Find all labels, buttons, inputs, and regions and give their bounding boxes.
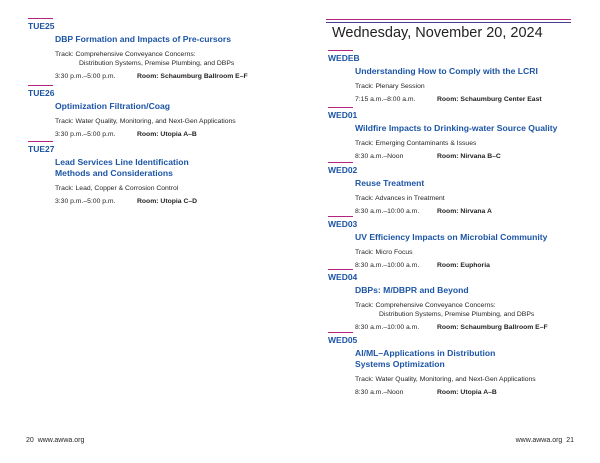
session-rule <box>328 162 353 163</box>
session-time-room <box>355 323 548 332</box>
session-title <box>355 232 547 243</box>
session-time: 8:30 a.m.–10:00 a.m. <box>355 324 420 331</box>
session-time-room <box>355 152 557 161</box>
session-time-room <box>55 197 197 206</box>
session-track-label: Track: Water Quality, Monitoring, and Next-Gen Applications <box>55 118 236 125</box>
page-number: 20 <box>26 437 34 444</box>
session-track <box>355 139 557 148</box>
session-wed05 <box>328 332 536 397</box>
session-track-label: Track: Plenary Session <box>355 83 425 90</box>
session-code: WED03 <box>328 219 358 229</box>
session-track <box>355 375 536 384</box>
session-wed03 <box>328 216 547 270</box>
session-time-room <box>55 72 248 81</box>
session-track-label: Track: Lead, Copper & Corrosion Control <box>55 185 179 192</box>
session-title <box>55 34 248 45</box>
session-rule <box>328 50 353 51</box>
session-wedeb <box>328 50 542 104</box>
session-wed01 <box>328 107 557 161</box>
session-track-label: Track: Emerging Contaminants & Issues <box>355 140 477 147</box>
session-wed02 <box>328 162 492 216</box>
session-room: Room: Utopia A–B <box>137 131 197 138</box>
footer-url: www.awwa.org <box>37 437 85 444</box>
session-track <box>355 301 548 319</box>
session-track-label: Track: Water Quality, Monitoring, and Next-Gen Applications <box>355 376 536 383</box>
session-title-line: Understanding How to Comply with the LCRI <box>355 66 538 76</box>
session-track-label: Track: Comprehensive Conveyance Concerns: <box>55 51 196 58</box>
session-title <box>355 285 548 296</box>
session-title <box>55 157 197 179</box>
session-tue27 <box>28 141 197 206</box>
right-page <box>300 0 600 463</box>
session-code: WEDEB <box>328 53 360 63</box>
session-room: Room: Nirvana A <box>437 208 492 215</box>
day-header-rules <box>326 19 571 23</box>
session-rule <box>28 18 53 19</box>
session-title <box>355 66 542 77</box>
session-title-line: Lead Services Line Identification <box>55 157 189 167</box>
session-time: 8:30 a.m.–Noon <box>355 153 404 160</box>
session-code: TUE26 <box>28 88 55 98</box>
session-title-line: Optimization Filtration/Coag <box>55 101 171 111</box>
session-track-continued: Distribution Systems, Premise Plumbing, and DBPs <box>79 60 235 67</box>
session-time: 8:30 a.m.–10:00 a.m. <box>355 262 420 269</box>
session-title-line: UV Efficiency Impacts on Microbial Community <box>355 232 548 242</box>
session-rule <box>28 141 53 142</box>
footer-right <box>516 437 574 444</box>
session-title-line: DBPs: M/DBPR and Beyond <box>355 285 469 295</box>
session-track <box>355 82 542 91</box>
session-room: Room: Schaumburg Ballroom E–F <box>437 324 548 331</box>
session-room: Room: Schaumburg Ballroom E–F <box>137 73 248 80</box>
footer-url: www.awwa.org <box>515 437 563 444</box>
session-rule <box>28 85 53 86</box>
session-time: 3:30 p.m.–5:00 p.m. <box>55 73 116 80</box>
session-rule <box>328 216 353 217</box>
session-time: 8:30 a.m.–10:00 a.m. <box>355 208 420 215</box>
day-rule-magenta <box>326 19 571 20</box>
session-rule <box>328 107 353 108</box>
session-rule <box>328 269 353 270</box>
session-wed04 <box>328 269 548 332</box>
session-room: Room: Utopia A–B <box>437 389 497 396</box>
session-title-line: Reuse Treatment <box>355 178 425 188</box>
session-track <box>55 50 248 68</box>
session-room: Room: Nirvana B–C <box>437 153 501 160</box>
session-time: 7:15 a.m.–8:00 a.m. <box>355 96 416 103</box>
session-room: Room: Schaumburg Center East <box>437 96 542 103</box>
session-track-label: Track: Advances in Treatment <box>355 195 445 202</box>
session-track-continued: Distribution Systems, Premise Plumbing, and DBPs <box>379 311 535 318</box>
session-track <box>55 184 197 193</box>
session-time-room <box>55 130 236 139</box>
session-title <box>55 101 236 112</box>
session-title-line: AI/ML–Applications in Distribution <box>355 348 496 358</box>
session-title-line: Systems Optimization <box>355 359 445 369</box>
session-title <box>355 123 557 134</box>
session-room: Room: Utopia C–D <box>137 198 198 205</box>
session-code: WED02 <box>328 165 358 175</box>
session-code: TUE25 <box>28 21 55 31</box>
session-title-line: DBP Formation and Impacts of Pre-cursors <box>55 34 232 44</box>
session-title-line: Wildfire Impacts to Drinking-water Source Quality <box>355 123 558 133</box>
session-time: 8:30 a.m.–Noon <box>355 389 404 396</box>
session-track <box>355 248 547 257</box>
footer-left <box>26 437 84 444</box>
session-track-label: Track: Comprehensive Conveyance Concerns: <box>355 302 496 309</box>
session-time-room <box>355 95 542 104</box>
day-rule-purple <box>326 22 571 23</box>
page-number: 21 <box>566 437 574 444</box>
day-title: Wednesday, November 20, 2024 <box>332 25 543 41</box>
session-track-label: Track: Micro Focus <box>355 249 413 256</box>
session-title-line: Methods and Considerations <box>55 168 173 178</box>
session-time: 3:30 p.m.–5:00 p.m. <box>55 198 116 205</box>
session-code: TUE27 <box>28 144 55 154</box>
session-time-room <box>355 207 492 216</box>
session-tue25 <box>28 18 248 81</box>
session-room: Room: Euphoria <box>437 262 490 269</box>
session-time-room <box>355 388 536 397</box>
session-title <box>355 178 492 189</box>
session-title <box>355 348 536 370</box>
session-code: WED05 <box>328 335 358 345</box>
session-code: WED01 <box>328 110 358 120</box>
session-rule <box>328 332 353 333</box>
session-track <box>55 117 236 126</box>
session-track <box>355 194 492 203</box>
session-code: WED04 <box>328 272 358 282</box>
session-time: 3:30 p.m.–5:00 p.m. <box>55 131 116 138</box>
session-tue26 <box>28 85 236 139</box>
